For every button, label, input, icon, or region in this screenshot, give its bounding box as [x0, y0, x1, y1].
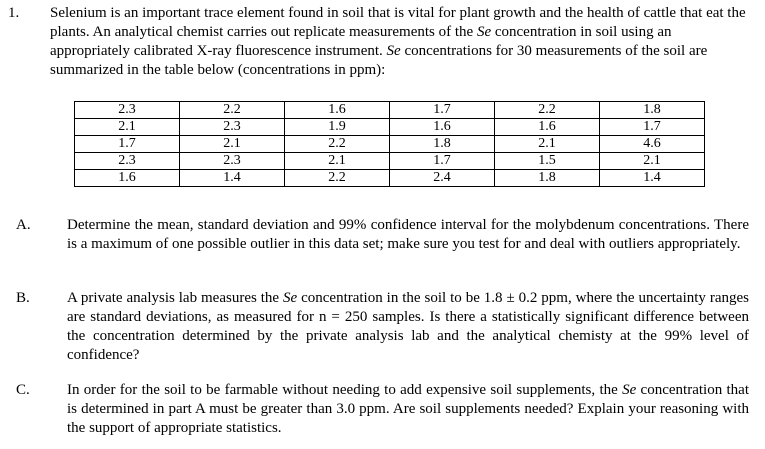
table-cell: 1.8: [600, 102, 705, 119]
table-cell: 2.1: [180, 136, 285, 153]
part-b-text: A private analysis lab measures the Se concentration in the soil to be 1.8 ± 0.2 ppm, where the uncertainty ranges are standard deviations, as measured for n = 250 samples. Is there a statistically significant difference between the concentration determined by the private analysis lab and the analytical chemisty at the 99% level of confidence?: [67, 290, 749, 363]
table-cell: 1.8: [495, 170, 600, 187]
table-cell: 2.4: [390, 170, 495, 187]
table-cell: 2.2: [285, 170, 390, 187]
table-cell: 1.6: [495, 119, 600, 136]
table-cell: 1.7: [600, 119, 705, 136]
table-cell: 2.1: [600, 153, 705, 170]
table-cell: 2.1: [495, 136, 600, 153]
table-cell: 1.4: [600, 170, 705, 187]
table-body: [75, 102, 705, 187]
part-c-text: In order for the soil to be farmable without needing to add expensive soil supplements, the Se concentration that is determined in part A must be greater than 3.0 ppm. Are soil supplements needed? Explain your reasoning with the support of appropriate statistics.: [67, 382, 749, 436]
table-cell: 2.3: [75, 153, 180, 170]
table-cell: 2.1: [75, 119, 180, 136]
table-cell: 2.2: [495, 102, 600, 119]
table-row: [75, 170, 705, 187]
table-cell: 2.2: [285, 136, 390, 153]
question-number: 1.: [8, 5, 20, 21]
part-a-label: A.: [16, 217, 31, 233]
table-cell: 2.2: [180, 102, 285, 119]
table-cell: 4.6: [600, 136, 705, 153]
table-cell: 1.7: [390, 153, 495, 170]
table-cell: 1.6: [75, 170, 180, 187]
table-cell: 2.3: [180, 119, 285, 136]
table-cell: 1.6: [285, 102, 390, 119]
table-cell: 1.6: [390, 119, 495, 136]
table-row: [75, 153, 705, 170]
table-cell: 2.3: [75, 102, 180, 119]
part-c-label: C.: [16, 382, 30, 398]
table-cell: 1.7: [390, 102, 495, 119]
table-cell: 1.9: [285, 119, 390, 136]
table-cell: 2.3: [180, 153, 285, 170]
part-b-label: B.: [16, 290, 30, 306]
part-a-text: Determine the mean, standard deviation and 99% confidence interval for the molybdenum concentrations. There is a maximum of one possible outlier in this data set; make sure you test for and deal with outliers appropriately.: [67, 217, 749, 252]
table-row: [75, 136, 705, 153]
question-intro: Selenium is an important trace element found in soil that is vital for plant growth and the health of cattle that eat the plants. An analytical chemist carries out replicate measurements of the Se concentration in soil using an appropriately calibrated X-ray fluorescence instrument. Se concentrations for 30 measurements of the soil are summarized in the table below (concentrations in ppm):: [50, 5, 746, 78]
table-row: [75, 119, 705, 136]
concentration-table: [74, 101, 705, 187]
table-cell: 1.8: [390, 136, 495, 153]
table-cell: 1.7: [75, 136, 180, 153]
table-cell: 2.1: [285, 153, 390, 170]
table-cell: 1.5: [495, 153, 600, 170]
table-cell: 1.4: [180, 170, 285, 187]
table-row: [75, 102, 705, 119]
